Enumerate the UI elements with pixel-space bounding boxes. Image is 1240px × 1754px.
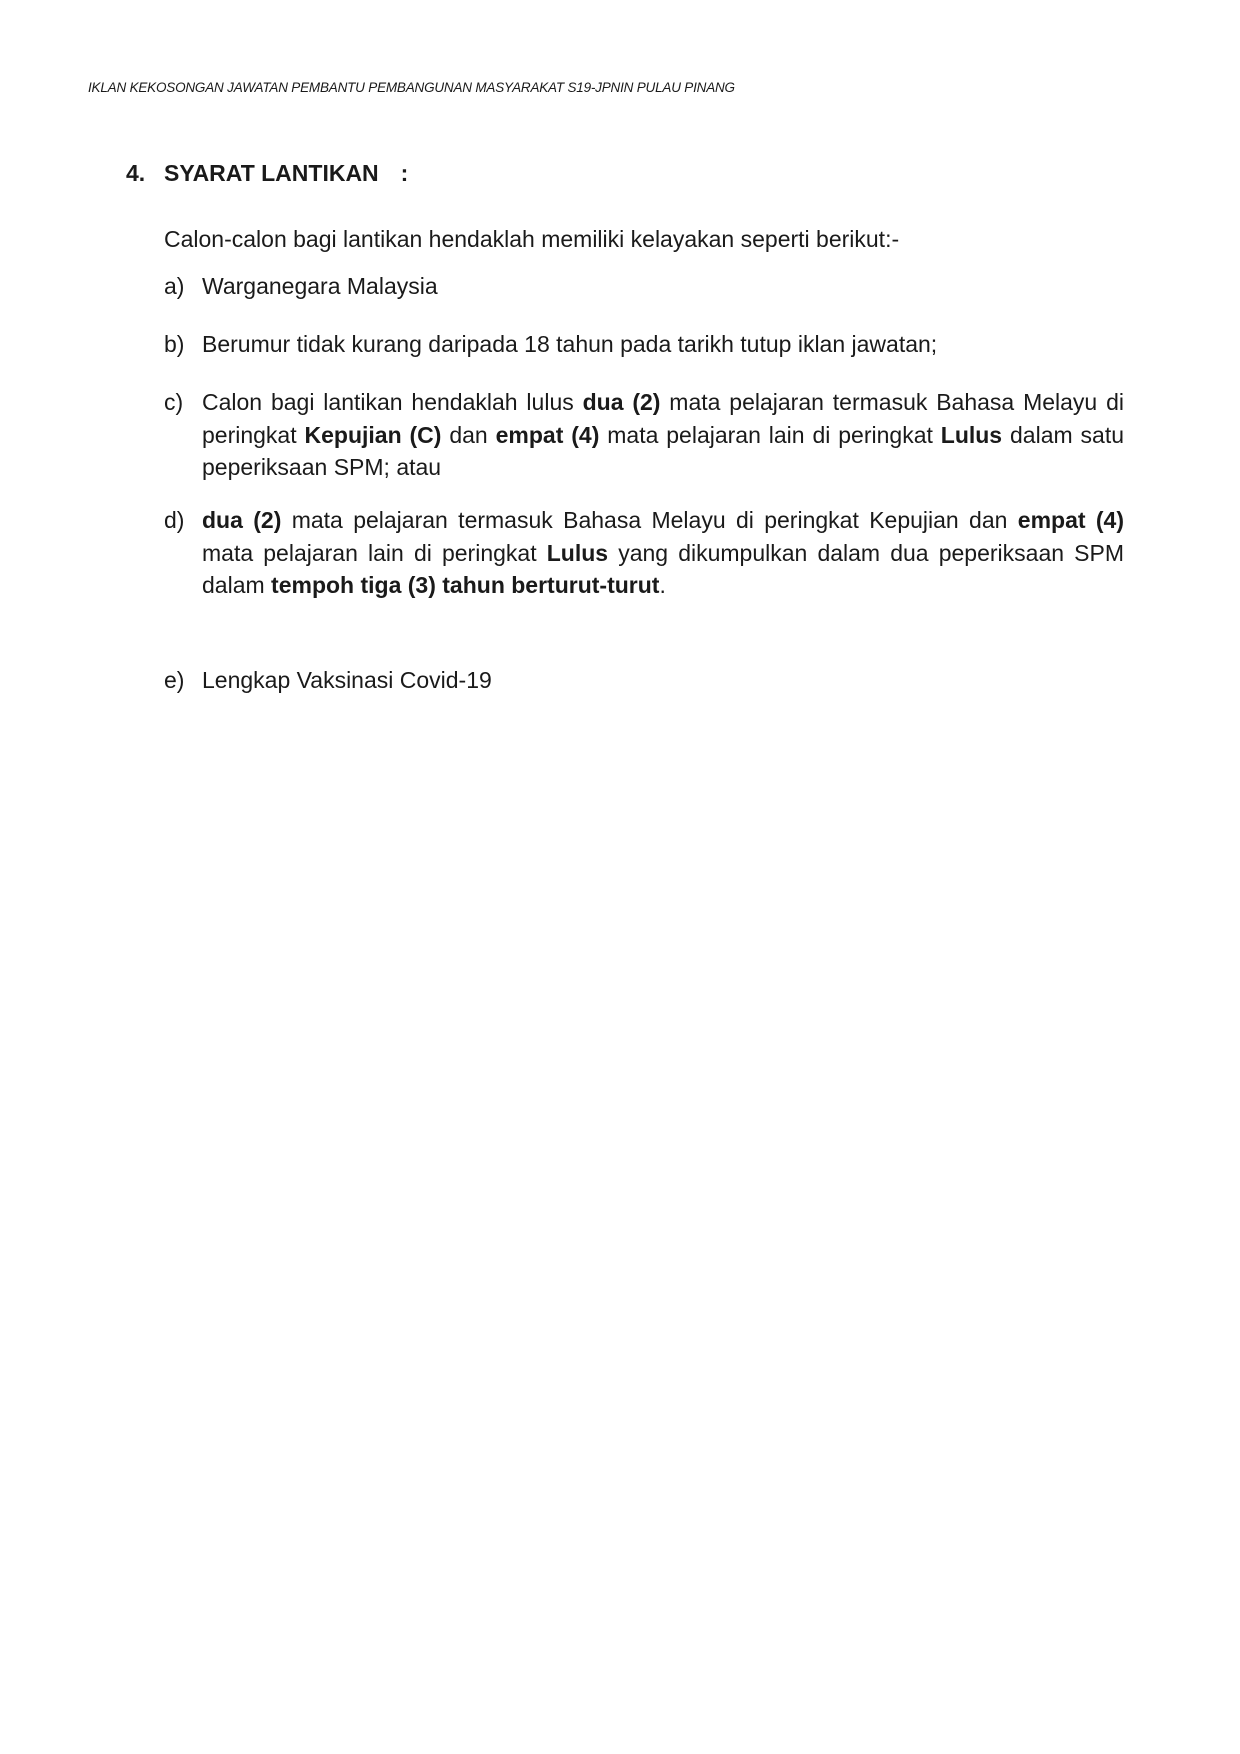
list-item-label: c) bbox=[164, 389, 184, 415]
list-item-text bbox=[202, 386, 1124, 484]
text: dalam satu peperiksaan SPM; atau bbox=[202, 421, 1124, 480]
text: Warganegara Malaysia bbox=[202, 273, 438, 299]
text: mata pelajaran lain di peringkat bbox=[202, 539, 547, 566]
list-item-text bbox=[202, 504, 1124, 602]
bold-text: dua (2) bbox=[202, 507, 282, 533]
list-item-text bbox=[202, 270, 1124, 302]
list-item-label: e) bbox=[164, 667, 185, 693]
text: yang dikumpulkan dalam dua peperiksaan SPM dalam bbox=[202, 539, 1124, 598]
section-colon: : bbox=[400, 160, 409, 186]
text: mata pelajaran termasuk Bahasa Melayu di peringkat Kepujian dan bbox=[281, 507, 1018, 533]
list-item-label: d) bbox=[164, 507, 185, 533]
list-item bbox=[164, 270, 1124, 302]
list-item bbox=[164, 664, 1124, 696]
text: Berumur tidak kurang daripada 18 tahun pada tarikh tutup iklan jawatan; bbox=[202, 331, 938, 357]
list-item bbox=[164, 386, 1124, 484]
text: mata pelajaran termasuk Bahasa Melayu di peringkat bbox=[202, 389, 1124, 448]
text: dan bbox=[441, 421, 496, 448]
text: . bbox=[659, 572, 666, 598]
text: Calon bagi lantikan hendaklah lulus bbox=[202, 389, 583, 415]
list-item-label: b) bbox=[164, 331, 185, 357]
list-item bbox=[164, 504, 1124, 602]
bold-text: Lulus bbox=[940, 421, 1003, 448]
bold-text: empat (4) bbox=[495, 421, 600, 448]
bold-text: tempoh tiga (3) tahun berturut-turut bbox=[271, 572, 660, 598]
intro-text: Calon-calon bagi lantikan hendaklah memiliki kelayakan seperti berikut:- bbox=[164, 226, 900, 252]
text: Lengkap Vaksinasi Covid-19 bbox=[202, 667, 492, 693]
bold-text: empat (4) bbox=[1017, 507, 1125, 533]
section-number: 4. bbox=[126, 160, 146, 186]
list-item bbox=[164, 328, 1124, 360]
section-heading bbox=[126, 160, 408, 187]
section-title: SYARAT LANTIKAN bbox=[164, 160, 379, 186]
bold-text: Kepujian (C) bbox=[304, 421, 442, 448]
bold-text: Lulus bbox=[546, 539, 609, 566]
list-item-label: a) bbox=[164, 273, 185, 299]
running-header: IKLAN KEKOSONGAN JAWATAN PEMBANTU PEMBANGUNAN MASYARAKAT S19-JPNIN PULAU PINANG bbox=[88, 80, 735, 95]
text: mata pelajaran lain di peringkat bbox=[599, 421, 941, 448]
bold-text: dua (2) bbox=[582, 389, 661, 415]
list-item-text bbox=[202, 664, 1124, 696]
list-item-text bbox=[202, 328, 1124, 360]
